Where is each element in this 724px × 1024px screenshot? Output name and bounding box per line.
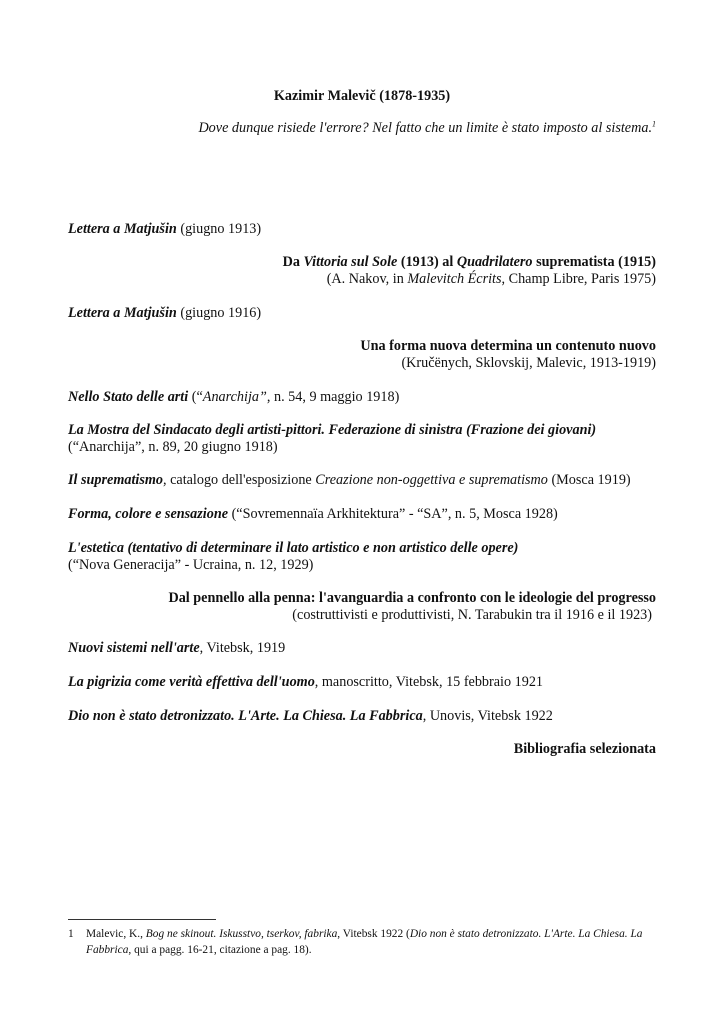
bibliography-entry: Lettera a Matjušin (giugno 1913) xyxy=(68,221,262,237)
section-heading: Dal pennello alla penna: l'avanguardia a confronto con le ideologie del progresso xyxy=(168,590,656,606)
section-heading: Una forma nuova determina un contenuto nuovo xyxy=(360,338,656,354)
footnote-reference[interactable]: 1 xyxy=(652,119,656,129)
section-source: (A. Nakov, in Malevitch Écrits, Champ Libre, Paris 1975) xyxy=(326,271,656,287)
section-source: (costruttivisti e produttivisti, N. Tarabukin tra il 1916 e il 1923) xyxy=(292,607,652,623)
footnote-text: Malevic, K., Bog ne skinout. Iskusstvo, tserkov, fabrika, Vitebsk 1922 (Dio non è stato detronizzato. L'Arte. La Chiesa. La Fabbrica, qui a pagg. 16-21, citazione a pag. 18). xyxy=(86,928,643,956)
footnote-number: 1 xyxy=(68,928,74,940)
page-title: Kazimir Malevič (1878-1935) xyxy=(273,88,451,104)
entry-title: Forma, colore e sensazione xyxy=(68,506,229,522)
entry-title: Nuovi sistemi nell'arte xyxy=(68,640,200,656)
entry-title: La pigrizia come verità effettiva dell'uomo xyxy=(68,674,315,690)
bibliography-entry: Lettera a Matjušin (giugno 1916) xyxy=(68,305,262,321)
entry-source: (“Nova Generacija” - Ucraina, n. 12, 1929) xyxy=(68,557,314,573)
entry-title: Nello Stato delle arti xyxy=(68,389,189,405)
entry-title: Il suprematismo xyxy=(68,472,163,488)
entry-source: (“Anarchija”, n. 89, 20 giugno 1918) xyxy=(68,439,278,455)
entry-title: Lettera a Matjušin xyxy=(68,221,177,237)
bibliography-entry xyxy=(68,422,596,439)
bibliography-entry: Il suprematismo, catalogo dell'esposizione Creazione non-oggettiva e suprematismo (Mosca 1919) xyxy=(68,472,631,488)
bibliography-entry: Nuovi sistemi nell'arte, Vitebsk, 1919 xyxy=(68,640,286,656)
bibliography-entry: La pigrizia come verità effettiva dell'uomo, manoscritto, Vitebsk, 15 febbraio 1921 xyxy=(68,674,544,690)
section-heading: Bibliografia selezionata xyxy=(513,741,656,757)
bibliography-entry: Dio non è stato detronizzato. L'Arte. La Chiesa. La Fabbrica, Unovis, Vitebsk 1922 xyxy=(68,708,553,724)
entry-title: Lettera a Matjušin xyxy=(68,305,177,321)
entry-title: L'estetica (tentativo di determinare il lato artistico e non artistico delle opere) xyxy=(68,540,519,556)
entry-title: La Mostra del Sindacato degli artisti-pittori. Federazione di sinistra (Frazione dei giovani) xyxy=(68,422,597,438)
bibliography-entry xyxy=(68,540,518,557)
entry-title: Dio non è stato detronizzato. L'Arte. La Chiesa. La Fabbrica xyxy=(68,708,423,724)
bibliography-entry: Forma, colore e sensazione (“Sovremennaïa Arkhitektura” - “SA”, n. 5, Mosca 1928) xyxy=(68,506,558,522)
footnote-divider xyxy=(68,919,216,920)
section-heading: Da Vittoria sul Sole (1913) al Quadrilatero suprematista (1915) xyxy=(282,254,656,270)
epigraph: Dove dunque risiede l'errore? Nel fatto che un limite è stato imposto al sistema.$^1$ xyxy=(198,119,656,136)
bibliography-entry: Nello Stato delle arti (“Anarchija”, n. 54, 9 maggio 1918) xyxy=(68,389,400,405)
section-source: (Kručënych, Sklovskij, Malevic, 1913-1919) xyxy=(401,355,656,371)
